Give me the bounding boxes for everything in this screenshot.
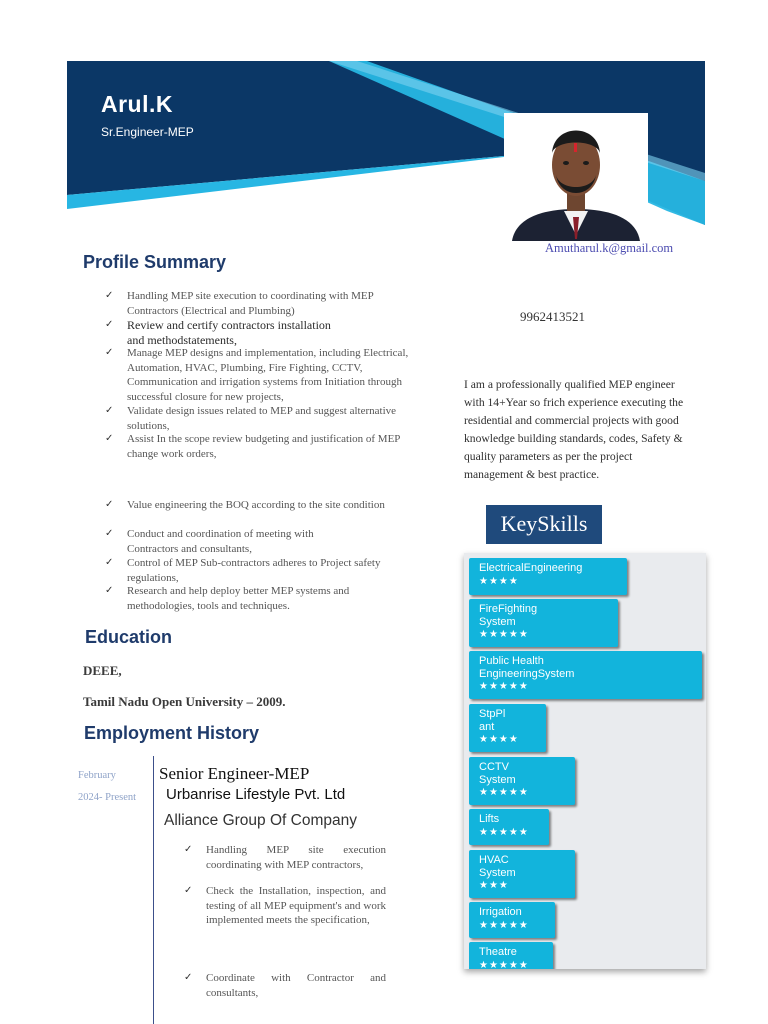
key-skills-panel: [464, 553, 706, 969]
email-address[interactable]: Amutharul.k@gmail.com: [545, 241, 674, 255]
skill-label: FireFighting System: [479, 603, 538, 628]
list-item: ✓ Research and help deploy better MEP systems and methodologies, tools and techniques.: [105, 585, 350, 612]
skill-label: Lifts: [479, 813, 500, 825]
profile-photo: [504, 113, 648, 241]
check-icon: ✓: [184, 972, 193, 983]
check-icon: ✓: [105, 347, 114, 358]
skill-irrigation: [469, 902, 555, 938]
check-icon: ✓: [105, 433, 114, 444]
skill-theatre: [469, 942, 553, 969]
check-icon: ✓: [105, 405, 114, 416]
check-icon: ✓: [105, 319, 114, 330]
list-item: ✓ Review and certify contractors installation and methodstatements,: [105, 318, 331, 347]
list-item: ✓ Value engineering the BOQ according to the site condition: [105, 499, 385, 511]
list-item: ✓ Handling MEP site execution coordinating with MEP contractors,: [184, 844, 386, 871]
check-icon: ✓: [184, 844, 193, 855]
rating-stars-icon: ★★★: [479, 880, 509, 891]
list-item: ✓ Coordinate with Contractor and consultants,: [184, 972, 386, 999]
candidate-role: Sr.Engineer-MEP: [101, 125, 194, 139]
timeline-divider: [153, 756, 154, 1024]
skill-fire-fighting-system: [469, 599, 618, 647]
list-item: ✓ Conduct and coordination of meeting with Contractors and consultants,: [105, 528, 314, 555]
about-paragraph: I am a professionally qualified MEP engineer with 14+Year so frich experience executing the residential and commercial projects with good knowledge building standards, codes, Safety & quality parameters as per the project management & best practice.: [464, 378, 684, 481]
company-group: Alliance Group Of Company: [164, 812, 357, 829]
rating-stars-icon: ★★★★: [479, 575, 519, 587]
skill-hvac-system: [469, 850, 575, 898]
skill-public-health-engineering: [469, 651, 702, 699]
rating-stars-icon: ★★★★★: [479, 787, 529, 798]
education-degree: DEEE,: [83, 663, 122, 678]
list-item: ✓ Check the Installation, inspection, and testing of all MEP equipment's and work implemented meets the specification,: [184, 885, 386, 927]
rating-stars-icon: ★★★★★: [479, 959, 529, 969]
check-icon: ✓: [105, 585, 114, 596]
profile-photo-graphic: [504, 113, 648, 241]
skill-label: Theatre: [479, 946, 517, 958]
employment-date-range: 2024- Present: [78, 792, 137, 803]
list-item: ✓ Assist In the scope review budgeting and justification of MEP change work orders,: [105, 433, 401, 460]
rating-stars-icon: ★★★★★: [479, 629, 529, 640]
skill-electrical-engineering: [469, 558, 627, 595]
skill-cctv-system: [469, 757, 575, 805]
rating-stars-icon: ★★★★: [479, 734, 519, 745]
profile-summary-heading: Profile Summary: [83, 252, 227, 272]
list-item: ✓ Control of MEP Sub-contractors adheres to Project safety regulations,: [105, 557, 381, 584]
skill-label: Public Health EngineeringSystem: [479, 655, 575, 680]
list-item: ✓ Validate design issues related to MEP and suggest alternative solutions,: [105, 405, 397, 432]
check-icon: ✓: [105, 499, 114, 510]
skill-label: Irrigation: [479, 906, 522, 918]
list-item: ✓ Manage MEP designs and implementation, including Electrical, Automation, HVAC, Plumbing, Fire Fighting, CCTV, Communication and irrigation systems from Initiation through successful closure for new projects,: [105, 347, 409, 403]
skill-label: ElectricalEngineering: [479, 562, 583, 574]
rating-stars-icon: ★★★★★: [479, 826, 529, 838]
skill-label: StpPl ant: [479, 708, 506, 733]
education-university: Tamil Nadu Open University – 2009.: [83, 694, 286, 709]
company-name: Urbanrise Lifestyle Pvt. Ltd: [166, 786, 346, 803]
phone-number: 9962413521: [520, 309, 585, 324]
list-item: ✓ Handling MEP site execution to coordinating with MEP Contractors (Electrical and Plumbing): [105, 290, 374, 317]
skill-lifts: [469, 809, 549, 845]
education-heading: Education: [85, 627, 173, 647]
rating-stars-icon: ★★★★★: [479, 681, 529, 692]
check-icon: ✓: [105, 557, 114, 568]
job-title: Senior Engineer-MEP: [159, 764, 310, 783]
skill-label: HVAC System: [479, 854, 516, 879]
key-skills-heading: KeySkills: [486, 505, 602, 544]
employment-start-month: February: [78, 770, 116, 781]
rating-stars-icon: ★★★★★: [479, 919, 529, 931]
check-icon: ✓: [105, 528, 114, 539]
check-icon: ✓: [105, 290, 114, 301]
employment-heading: Employment History: [84, 723, 260, 743]
skill-label: CCTV System: [479, 761, 516, 786]
skill-stp-plant: [469, 704, 546, 752]
candidate-name: Arul.K: [101, 91, 173, 117]
check-icon: ✓: [184, 885, 193, 896]
